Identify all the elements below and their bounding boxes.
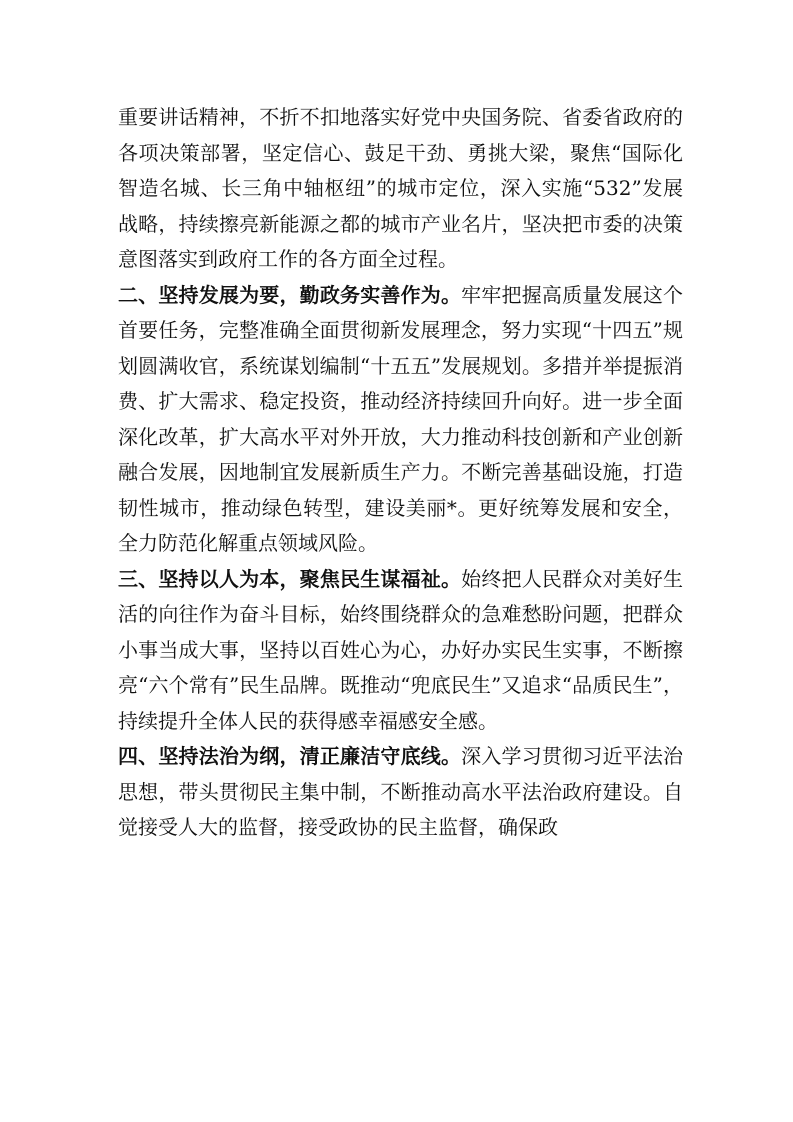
paragraph-4-body: 深入学习贯彻习近平法治思想，带头贯彻民主集中制，不断推动高水平法治政府建设。自觉接受人大的监督，接受政协的民主监督，确保政 xyxy=(118,744,684,839)
paragraph-4 xyxy=(118,739,683,846)
paragraph-3-heading: 三、坚持以人为本，聚焦民生谋福祉。 xyxy=(118,566,462,591)
paragraph-3 xyxy=(118,562,683,740)
paragraph-2 xyxy=(118,278,683,562)
paragraph-2-body: 牢牢把握高质量发展这个首要任务，完整准确全面贯彻新发展理念，努力实现“十四五”规划圆满收官，系统谋划编制“十五五”发展规划。多措并举提振消费、扩大需求、稳定投资，推动经济持续回升向好。进一步全面深化改革，扩大高水平对外开放，大力推动科技创新和产业创新融合发展，因地制宜发展新质生产力。不断完善基础设施，打造韧性城市，推动绿色转型，建设美丽*。更好统筹发展和安全，全力防范化解重点领域风险。 xyxy=(118,282,684,555)
paragraph-3-body: 始终把人民群众对美好生活的向往作为奋斗目标，始终围绕群众的急难愁盼问题，把群众小事当成大事，坚持以百姓心为心，办好办实民生实事，不断擦亮“六个常有”民生品牌。既推动“兜底民生”又追求“品质民生”，持续提升全体人民的获得感幸福感安全感。 xyxy=(118,566,684,733)
paragraph-1-body: 重要讲话精神，不折不扣地落实好党中央国务院、省委省政府的各项决策部署，坚定信心、鼓足干劲、勇挑大梁，聚焦“国际化智造名城、长三角中轴枢纽”的城市定位，深入实施“532”发展战略，持续擦亮新能源之都的城市产业名片，坚决把市委的决策意图落实到政府工作的各方面全过程。 xyxy=(118,105,683,271)
paragraph-4-heading: 四、坚持法治为纲，清正廉洁守底线。 xyxy=(118,744,462,768)
paragraph-2-heading: 二、坚持发展为要，勤政务实善作为。 xyxy=(118,282,462,307)
document-page xyxy=(118,100,683,846)
paragraph-1 xyxy=(118,100,683,278)
